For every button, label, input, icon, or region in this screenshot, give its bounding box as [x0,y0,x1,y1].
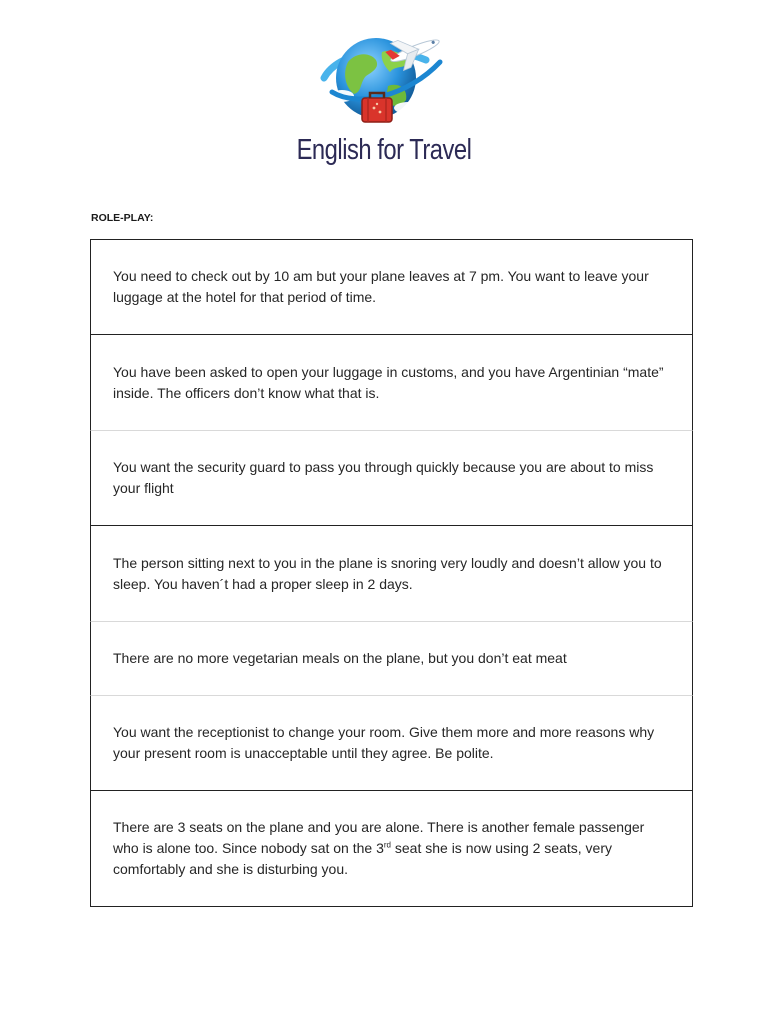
brand-title: English for Travel [296,134,472,166]
role-play-cards [90,239,693,907]
card-text: You want the receptionist to change your room. Give them more and more reasons why your present room is unacceptable until they agree. Be polite. [113,724,655,761]
card-text: You need to check out by 10 am but your plane leaves at 7 pm. You want to leave your luggage at the hotel for that period of time. [113,268,649,305]
role-play-card [90,621,693,695]
card-text-part: seat she is now using 2 seats, very comfortably and she is disturbing you. [113,840,612,877]
card-text: The person sitting next to you in the plane is snoring very loudly and doesn’t allow you to sleep. You haven´t had a proper sleep in 2 days. [113,554,662,592]
role-play-card [90,239,693,334]
ordinal-suffix: rd [383,840,391,850]
role-play-card [90,334,693,430]
card-text-part: There are 3 seats on the plane and you are alone. There is another female passenger who is alone too. Since nobody sat on the 3 [113,819,645,856]
role-play-card [90,430,693,525]
card-text: You have been asked to open your luggage in customs, and you have Argentinian “mate” inside. The officers don’t know what that is. [113,363,664,401]
section-label: ROLE-PLAY: [91,212,154,224]
travel-logo [318,22,450,126]
role-play-card [90,790,693,907]
card-text: There are no more vegetarian meals on the plane, but you don’t eat meat [113,650,567,666]
role-play-card [90,525,693,621]
globe-airplane-suitcase-icon [318,22,450,126]
card-text: You want the security guard to pass you through quickly because you are about to miss your flight [113,459,654,496]
card-text [113,817,668,880]
role-play-card [90,695,693,790]
